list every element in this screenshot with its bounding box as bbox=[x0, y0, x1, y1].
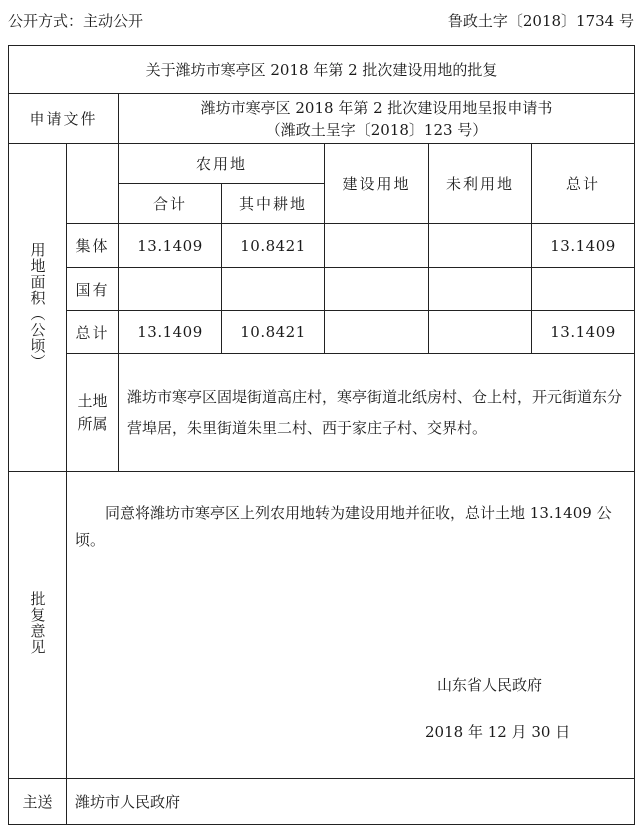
approval-label: 批复意见 bbox=[28, 591, 47, 655]
send-to-value: 潍坊市人民政府 bbox=[67, 779, 635, 825]
cell-value bbox=[429, 311, 532, 354]
land-area-label: 用地面积（公顷） bbox=[28, 241, 47, 370]
ownership-label-cell bbox=[67, 354, 119, 472]
cell-value bbox=[532, 268, 635, 311]
cell-value: 10.8421 bbox=[222, 224, 325, 268]
header-agri-total: 合计 bbox=[119, 184, 222, 224]
cell-value bbox=[325, 311, 429, 354]
application-line1: 潍坊市寒亭区 2018 年第 2 批次建设用地呈报申请书 bbox=[200, 98, 553, 117]
document-title: 关于潍坊市寒亭区 2018 年第 2 批次建设用地的批复 bbox=[9, 46, 635, 94]
application-label: 申请文件 bbox=[9, 94, 119, 144]
blank-header-cell bbox=[67, 144, 119, 224]
cell-value bbox=[325, 268, 429, 311]
cell-value bbox=[119, 268, 222, 311]
cell-value bbox=[429, 268, 532, 311]
approval-date: 2018 年 12 月 30 日 bbox=[425, 723, 571, 741]
application-document bbox=[119, 94, 635, 144]
application-line2: （潍政土呈字〔2018〕123 号） bbox=[265, 120, 488, 139]
cell-value: 13.1409 bbox=[532, 311, 635, 354]
land-area-label-cell bbox=[9, 144, 67, 472]
table-row bbox=[9, 224, 635, 268]
table-row bbox=[9, 268, 635, 311]
cell-value: 13.1409 bbox=[532, 224, 635, 268]
approval-text: 同意将潍坊市寒亭区上列农用地转为建设用地并征收，总计土地 13.1409 公顷。 bbox=[75, 504, 612, 549]
disclosure-method: 公开方式：主动公开 bbox=[8, 12, 144, 30]
land-ownership-text: 潍坊市寒亭区固堤街道高庄村，寒亭街道北纸房村、仓上村，开元街道东分营埠居，朱里街道朱里二村、西于家庄子村、交界村。 bbox=[119, 354, 635, 472]
cell-value: 10.8421 bbox=[222, 311, 325, 354]
approval-signer: 山东省人民政府 bbox=[437, 676, 543, 694]
cell-value bbox=[429, 224, 532, 268]
cell-value: 13.1409 bbox=[119, 224, 222, 268]
send-to-label: 主送 bbox=[9, 779, 67, 825]
approval-label-cell bbox=[9, 472, 67, 779]
row-label-state: 国有 bbox=[67, 268, 119, 311]
approval-opinion bbox=[67, 472, 635, 779]
table-row bbox=[9, 311, 635, 354]
cell-value: 13.1409 bbox=[119, 311, 222, 354]
cell-value bbox=[325, 224, 429, 268]
header-agri-arable: 其中耕地 bbox=[222, 184, 325, 224]
document-number: 鲁政土字〔2018〕1734 号 bbox=[447, 12, 634, 30]
ownership-label: 土地所属 bbox=[77, 391, 108, 433]
header-construction-land: 建设用地 bbox=[325, 144, 429, 224]
approval-table bbox=[8, 45, 635, 825]
row-label-collective: 集体 bbox=[67, 224, 119, 268]
header-agri-land: 农用地 bbox=[119, 144, 325, 184]
header-total: 总计 bbox=[532, 144, 635, 224]
header-unused-land: 未利用地 bbox=[429, 144, 532, 224]
cell-value bbox=[222, 268, 325, 311]
row-label-total: 总计 bbox=[67, 311, 119, 354]
